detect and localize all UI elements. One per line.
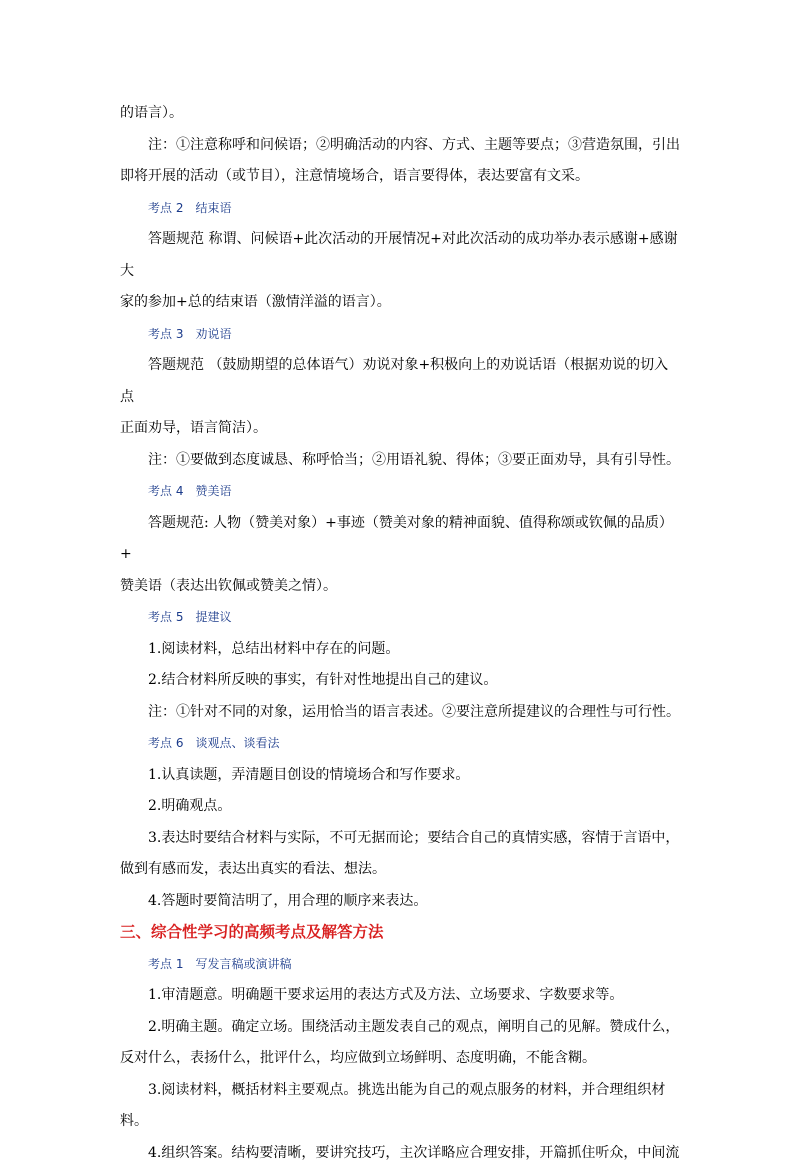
text-line: 反对什么，表扬什么，批评什么，均应做到立场鲜明、态度明确，不能含糊。 <box>120 1043 680 1075</box>
text-line: 3.阅读材料，概括材料主要观点。挑选出能为自己的观点服务的材料，并合理组织材料。 <box>120 1075 680 1138</box>
text-line: 的语言）。 <box>120 98 680 130</box>
kaodian-heading: 考点 5 提建议 <box>120 602 680 634</box>
text-line: 1.认真读题，弄清题目创设的情境场合和写作要求。 <box>120 760 680 792</box>
text-line: 4.组织答案。结构要清晰，要讲究技巧，主次详略应合理安排，开篇抓住听众，中间流 <box>120 1138 680 1169</box>
text-line: 答题规范: 人物（赞美对象）+事迹（赞美对象的精神面貌、值得称颂或钦佩的品质）+ <box>120 508 680 571</box>
text-line: 正面劝导，语言简洁）。 <box>120 413 680 445</box>
text-line: 2.明确主题。确定立场。围绕活动主题发表自己的观点，阐明自己的见解。赞成什么， <box>120 1012 680 1044</box>
text-line: 注：①针对不同的对象，运用恰当的语言表述。②要注意所提建议的合理性与可行性。 <box>120 697 680 729</box>
text-line: 4.答题时要简洁明了，用合理的顺序来表达。 <box>120 886 680 918</box>
text-line: 3.表达时要结合材料与实际，不可无据而论；要结合自己的真情实感，容情于言语中， <box>120 823 680 855</box>
kaodian-heading: 考点 3 劝说语 <box>120 319 680 351</box>
text-line: 2.明确观点。 <box>120 791 680 823</box>
text-line: 注：①注意称呼和问候语；②明确活动的内容、方式、主题等要点；③营造氛围，引出 <box>120 130 680 162</box>
text-line: 即将开展的活动（或节目），注意情境场合，语言要得体，表达要富有文采。 <box>120 161 680 193</box>
text-line: 答题规范 称谓、问候语+此次活动的开展情况+对此次活动的成功举办表示感谢+感谢大 <box>120 224 680 287</box>
text-line: 家的参加+总的结束语（激情洋溢的语言）。 <box>120 287 680 319</box>
kaodian-heading: 考点 2 结束语 <box>120 193 680 225</box>
section-heading: 三、综合性学习的高频考点及解答方法 <box>120 917 680 949</box>
text-line: 做到有感而发，表达出真实的看法、想法。 <box>120 854 680 886</box>
text-line: 赞美语（表达出钦佩或赞美之情）。 <box>120 571 680 603</box>
kaodian-heading: 考点 6 谈观点、谈看法 <box>120 728 680 760</box>
kaodian-heading: 考点 1 写发言稿或演讲稿 <box>120 949 680 981</box>
text-line: 2.结合材料所反映的事实，有针对性地提出自己的建议。 <box>120 665 680 697</box>
document-body <box>120 98 680 1169</box>
kaodian-heading: 考点 4 赞美语 <box>120 476 680 508</box>
text-line: 答题规范 （鼓励期望的总体语气）劝说对象+积极向上的劝说话语（根据劝说的切入点 <box>120 350 680 413</box>
text-line: 1.审清题意。明确题干要求运用的表达方式及方法、立场要求、字数要求等。 <box>120 980 680 1012</box>
text-line: 注：①要做到态度诚恳、称呼恰当；②用语礼貌、得体；③要正面劝导，具有引导性。 <box>120 445 680 477</box>
text-line: 1.阅读材料，总结出材料中存在的问题。 <box>120 634 680 666</box>
